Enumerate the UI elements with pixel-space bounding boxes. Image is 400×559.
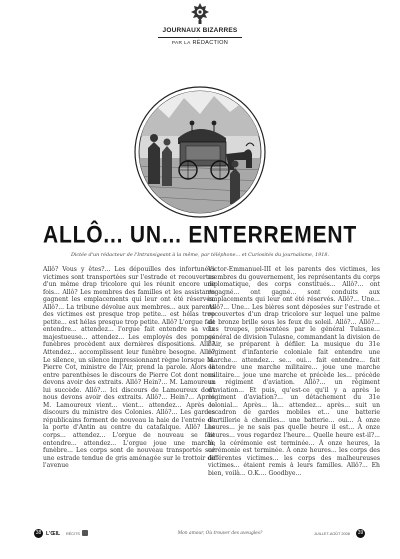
body-paragraph: Allô? Vous y êtes?... Les dépouilles des infortunées victimes sont transportées sur l'estrade et recouvertes d'un même drap tricolore qui les réunit encore une fois... Allô? Les membres des familles et les assistants gagnent les emplacements qui leur ont été réservés. Allô?... La tribune dévolue aux membres... aux parents des victimes est presque trop petite... est hélas trop petite... est hélas presque trop petite. Allô? L'orgue fait entendre... attendez... l'orgue fait entendre sa voix majestueuse... attendez... Les employés des pompes funèbres procèdent aux dernières dispositions. Allô? Attendez... accomplissent leur funèbre besogne. Allô? Le silence, un silence impressionnant règne lorsque M. Pierre Cot, ministre de l'Air, prend la parole. Alors là entre parenthèses le discours de Pierre Cot dont nous devons avoir des extraits. Allô? Hein?... M. Lamoureux lui succède. Allô?... Ici discours de Lamoureux dont nous devons avoir des extraits. Allô?... Hein?... Après M. Lamoureux vient... vient... attendez... Après le discours du ministre des Colonies. Allô?... Les gardes républicains forment de nouveau la haie de l'entrée de la porte d'Antin au centre du catafalque. Allô? Les corps... attendez... L'orgue de nouveau se fait entendre... attendez... L'orgue joue une marche funèbre... Les corps sont de nouveau transportés sur une estrade tendue de gris aménagée sur le trottoir de l'avenue — [43, 266, 215, 470]
header-divider — [158, 37, 242, 38]
body-column-right — [208, 266, 380, 477]
byline-name: RÉDACTION — [192, 40, 229, 46]
standfirst: Dictée d'un rédacteur de l'Intransigeant à la même, par téléphone... et Curiosités du journalisme, 1918. — [70, 252, 330, 258]
header — [0, 0, 400, 60]
magazine-name: L'ŒIL — [46, 531, 61, 537]
issue-date: JUILLET-AOÛT 2008 — [314, 532, 350, 536]
emblem-icon — [82, 530, 88, 536]
headline: ALLÔ... UN... ENTERREMENT — [43, 222, 357, 249]
body-column-left — [43, 266, 215, 470]
funeral-procession-illustration — [134, 86, 266, 218]
byline — [0, 40, 400, 46]
page-number-left: 38 — [35, 530, 42, 536]
series-title: JOURNAUX BIZARRES — [162, 27, 238, 34]
footer-caption: Mon amour, Où trouver des aveugles? — [177, 531, 263, 536]
crest-logo-icon — [188, 2, 212, 26]
section-name: RÉCITS — [66, 532, 80, 536]
byline-article: LA — [184, 41, 191, 46]
body-paragraph: Victor-Emmanuel-III et les parents des victimes, les membres du gouvernement, les représentants du corps diplomatique, des corps constitués... Allô?... ont regagné... ont gagné... sont conduits aux emplacements qui leur ont été réservés. Allô?... Une... Allô?... Une... Les bières sont déposées sur l'estrade et recouvertes d'un drap tricolore sur lequel une palme de bronze brille sous les feux du soleil. Allô?... Allô?... Les troupes, présentées par le général Tulasne... général de division Tulasne, commandant la division de l'Air, se préparent à défiler. La musique du 31e régiment d'infanterie coloniale fait entendre une marche... attendez... se... oui... fait entendre... fait entendre une marche militaire... joue une marche militaire... joue une marche et précède les... précède un régiment d'aviation. Allô?... un régiment d'aviation... Et puis, qu'est-ce qu'il y a après le régiment d'aviation?... un détachement du 31e colonial... Après... là... attendez... après... suit un escadron de gardes mobiles et... une batterie d'artillerie à chenilles... une batterie... oui... À onze heures... je ne sais pas quelle heure il est... À onze heures... vous regardez l'heure... Quelle heure est-il?... là, la cérémonie est terminée... À onze heures, la cérémonie est terminée. À onze heures... les corps des différentes victimes... les corps des malheureuses victimes... étaient remis à leurs familles. Allô?... Eh bien, voilà... O.K.... Goodbye... — [208, 266, 380, 477]
page-number-right: 39 — [357, 530, 364, 536]
byline-prefix: PAR — [171, 41, 183, 46]
footer — [0, 525, 400, 549]
